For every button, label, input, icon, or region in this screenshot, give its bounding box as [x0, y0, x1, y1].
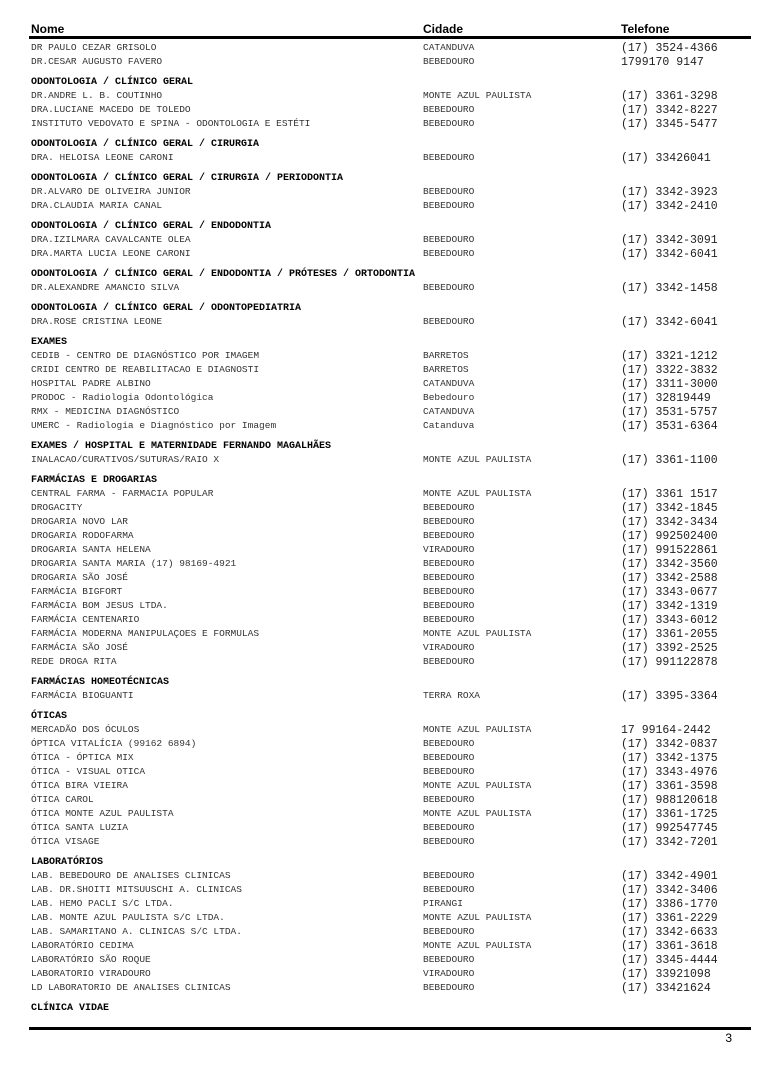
- table-row: [31, 807, 751, 821]
- section-heading: CLÍNICA VIDAE: [31, 1003, 110, 1014]
- section-heading: ODONTOLOGIA / CLÍNICO GERAL: [31, 77, 194, 88]
- entry-phone: (17) 3531-5757: [621, 406, 718, 419]
- entry-city: VIRADOURO: [423, 968, 475, 979]
- entry-city: MONTE AZUL PAULISTA: [423, 90, 532, 101]
- entry-name: ÓTICA - ÓPTICA MIX: [31, 752, 134, 763]
- column-header-city: Cidade: [423, 22, 464, 36]
- entry-city: BEBEDOURO: [423, 104, 475, 115]
- entry-phone: (17) 3361-3298: [621, 90, 718, 103]
- entry-phone: (17) 3361-1725: [621, 808, 718, 821]
- entry-city: BEBEDOURO: [423, 558, 475, 569]
- entry-city: BEBEDOURO: [423, 282, 475, 293]
- entry-phone: (17) 3342-4901: [621, 870, 718, 883]
- entry-phone: (17) 988120618: [621, 794, 718, 807]
- entry-phone: (17) 3321-1212: [621, 350, 718, 363]
- table-row: [31, 939, 751, 953]
- entry-city: BEBEDOURO: [423, 738, 475, 749]
- entry-city: BEBEDOURO: [423, 586, 475, 597]
- entry-name: CENTRAL FARMA - FARMACIA POPULAR: [31, 488, 214, 499]
- entry-phone: (17) 33921098: [621, 968, 711, 981]
- entry-city: BEBEDOURO: [423, 794, 475, 805]
- table-row: [31, 737, 751, 751]
- entry-name: DR.CESAR AUGUSTO FAVERO: [31, 56, 163, 67]
- table-row: [31, 501, 751, 515]
- entry-city: MONTE AZUL PAULISTA: [423, 488, 532, 499]
- table-row: [31, 723, 751, 737]
- entry-phone: (17) 33421624: [621, 982, 711, 995]
- entry-phone: (17) 3342-1458: [621, 282, 718, 295]
- entry-name: LAB. DR.SHOITI MITSUUSCHI A. CLINICAS: [31, 884, 242, 895]
- entry-name: ÓTICA VISAGE: [31, 836, 100, 847]
- table-row: [31, 641, 751, 655]
- entry-phone: (17) 3342-3434: [621, 516, 718, 529]
- entry-name: INSTITUTO VEDOVATO E SPINA - ODONTOLOGIA E ESTÉTI: [31, 118, 311, 129]
- table-row: [31, 199, 751, 213]
- table-row: [31, 233, 751, 247]
- table-row: [31, 377, 751, 391]
- entry-phone: (17) 3524-4366: [621, 42, 718, 55]
- entry-city: BEBEDOURO: [423, 600, 475, 611]
- table-row: [31, 185, 751, 199]
- entry-city: BEBEDOURO: [423, 186, 475, 197]
- entry-phone: (17) 3342-2410: [621, 200, 718, 213]
- entry-phone: (17) 3361-3618: [621, 940, 718, 953]
- entry-name: INALACAO/CURATIVOS/SUTURAS/RAIO X: [31, 454, 220, 465]
- entry-name: DR PAULO CEZAR GRISOLO: [31, 42, 157, 53]
- entry-name: LABORATORIO VIRADOURO: [31, 968, 151, 979]
- entry-name: FARMÁCIA BIOGUANTI: [31, 690, 134, 701]
- entry-city: MONTE AZUL PAULISTA: [423, 780, 532, 791]
- entry-phone: (17) 3361-3598: [621, 780, 718, 793]
- entry-phone: (17) 3342-3091: [621, 234, 718, 247]
- entry-phone: (17) 33426041: [621, 152, 711, 165]
- entry-phone: (17) 3342-0837: [621, 738, 718, 751]
- entry-phone: (17) 3342-3560: [621, 558, 718, 571]
- table-row: [31, 981, 751, 995]
- entry-city: TERRA ROXA: [423, 690, 481, 701]
- entry-phone: (17) 3395-3364: [621, 690, 718, 703]
- entry-name: PRODOC - Radiologia Odontológica: [31, 392, 214, 403]
- entry-city: BEBEDOURO: [423, 766, 475, 777]
- entry-city: BEBEDOURO: [423, 502, 475, 513]
- section-heading: FARMÁCIAS HOMEOTÉCNICAS: [31, 677, 170, 688]
- entry-phone: (17) 3343-0677: [621, 586, 718, 599]
- entry-city: CATANDUVA: [423, 406, 475, 417]
- entry-phone: (17) 3342-6041: [621, 316, 718, 329]
- entry-phone: (17) 3386-1770: [621, 898, 718, 911]
- entry-phone: (17) 3311-3000: [621, 378, 718, 391]
- entry-phone: (17) 32819449: [621, 392, 711, 405]
- table-row: [31, 405, 751, 419]
- table-row: [31, 821, 751, 835]
- entry-phone: (17) 3343-6012: [621, 614, 718, 627]
- table-row: [31, 655, 751, 669]
- table-row: [31, 911, 751, 925]
- page-number: 3: [725, 1031, 732, 1045]
- entry-name: HOSPITAL PADRE ALBINO: [31, 378, 151, 389]
- column-header-phone: Telefone: [621, 22, 670, 36]
- table-row: [31, 363, 751, 377]
- entry-name: DROGARIA RODOFARMA: [31, 530, 134, 541]
- entry-name: DRA.LUCIANE MACEDO DE TOLEDO: [31, 104, 191, 115]
- section-heading: ODONTOLOGIA / CLÍNICO GERAL / CIRURGIA: [31, 139, 260, 150]
- entry-name: LD LABORATORIO DE ANALISES CLINICAS: [31, 982, 231, 993]
- table-row: [31, 515, 751, 529]
- entry-phone: (17) 3392-2525: [621, 642, 718, 655]
- entry-name: DR.ALEXANDRE AMANCIO SILVA: [31, 282, 180, 293]
- entry-name: LABORATÓRIO CEDIMA: [31, 940, 134, 951]
- table-row: [31, 627, 751, 641]
- entry-name: ÓTICA MONTE AZUL PAULISTA: [31, 808, 174, 819]
- entry-name: UMERC - Radiologia e Diagnóstico por Imagem: [31, 420, 277, 431]
- entry-name: CEDIB - CENTRO DE DIAGNÓSTICO POR IMAGEM: [31, 350, 260, 361]
- entry-city: BEBEDOURO: [423, 56, 475, 67]
- entry-city: BEBEDOURO: [423, 822, 475, 833]
- entry-name: FARMÁCIA BOM JESUS LTDA.: [31, 600, 168, 611]
- table-row: [31, 765, 751, 779]
- footer-divider: [29, 1027, 751, 1030]
- entry-name: DRA.IZILMARA CAVALCANTE OLEA: [31, 234, 191, 245]
- entry-city: BEBEDOURO: [423, 200, 475, 211]
- table-row: [31, 453, 751, 467]
- entry-city: BEBEDOURO: [423, 248, 475, 259]
- entry-name: FARMÁCIA CENTENARIO: [31, 614, 140, 625]
- entry-city: PIRANGI: [423, 898, 463, 909]
- entry-phone: (17) 3345-4444: [621, 954, 718, 967]
- entry-city: BEBEDOURO: [423, 836, 475, 847]
- entry-city: BEBEDOURO: [423, 316, 475, 327]
- entry-name: FARMÁCIA BIGFORT: [31, 586, 123, 597]
- entry-name: DROGARIA NOVO LAR: [31, 516, 128, 527]
- entry-phone: (17) 3342-3923: [621, 186, 718, 199]
- section-heading: EXAMES / HOSPITAL E MATERNIDADE FERNANDO MAGALHÃES: [31, 441, 332, 452]
- entry-name: LAB. SAMARITANO A. CLINICAS S/C LTDA.: [31, 926, 242, 937]
- table-row: [31, 779, 751, 793]
- table-row: [31, 967, 751, 981]
- entry-name: ÓTICA BIRA VIEIRA: [31, 780, 128, 791]
- entry-name: DRA.MARTA LUCIA LEONE CARONI: [31, 248, 191, 259]
- table-row: [31, 151, 751, 165]
- section-heading: ODONTOLOGIA / CLÍNICO GERAL / ENDODONTIA / PRÓTESES / ORTODONTIA: [31, 269, 416, 280]
- entry-name: ÓTICA - VISUAL OTICA: [31, 766, 146, 777]
- table-row: [31, 571, 751, 585]
- entry-phone: (17) 3342-7201: [621, 836, 718, 849]
- entry-phone: (17) 3361-1100: [621, 454, 718, 467]
- entry-name: MERCADÃO DOS ÓCULOS: [31, 724, 140, 735]
- table-row: [31, 89, 751, 103]
- entry-name: DROGACITY: [31, 502, 83, 513]
- entry-phone: (17) 3531-6364: [621, 420, 718, 433]
- table-row: [31, 883, 751, 897]
- entry-name: RMX - MEDICINA DIAGNÓSTICO: [31, 406, 180, 417]
- entry-phone: (17) 991122878: [621, 656, 718, 669]
- table-row: [31, 869, 751, 883]
- entry-city: BEBEDOURO: [423, 656, 475, 667]
- entry-phone: (17) 3343-4976: [621, 766, 718, 779]
- table-row: [31, 897, 751, 911]
- table-row: [31, 349, 751, 363]
- entry-city: BEBEDOURO: [423, 516, 475, 527]
- table-row: [31, 793, 751, 807]
- entry-city: BEBEDOURO: [423, 870, 475, 881]
- entry-phone: (17) 3342-1845: [621, 502, 718, 515]
- table-row: [31, 751, 751, 765]
- entry-name: LAB. BEBEDOURO DE ANALISES CLINICAS: [31, 870, 231, 881]
- entry-city: Catanduva: [423, 420, 475, 431]
- entry-name: DRA.CLAUDIA MARIA CANAL: [31, 200, 163, 211]
- section-heading: LABORATÓRIOS: [31, 857, 104, 868]
- entry-phone: (17) 3342-8227: [621, 104, 718, 117]
- entry-name: REDE DROGA RITA: [31, 656, 117, 667]
- entry-phone: (17) 3361 1517: [621, 488, 718, 501]
- table-row: [31, 613, 751, 627]
- entry-phone: (17) 3361-2055: [621, 628, 718, 641]
- header-divider: [29, 36, 751, 39]
- section-heading: ODONTOLOGIA / CLÍNICO GERAL / CIRURGIA / PERIODONTIA: [31, 173, 344, 184]
- entry-phone: (17) 3342-6633: [621, 926, 718, 939]
- entry-city: MONTE AZUL PAULISTA: [423, 724, 532, 735]
- entry-name: ÓTICA SANTA LUZIA: [31, 822, 128, 833]
- entry-city: BARRETOS: [423, 350, 469, 361]
- entry-name: DR.ALVARO DE OLIVEIRA JUNIOR: [31, 186, 191, 197]
- entry-name: ÓPTICA VITALÍCIA (99162 6894): [31, 738, 197, 749]
- entry-city: BEBEDOURO: [423, 530, 475, 541]
- section-heading: EXAMES: [31, 337, 68, 348]
- entry-phone: (17) 3342-2588: [621, 572, 718, 585]
- table-row: [31, 585, 751, 599]
- column-header-name: Nome: [31, 22, 65, 36]
- entry-city: BEBEDOURO: [423, 926, 475, 937]
- section-heading: ODONTOLOGIA / CLÍNICO GERAL / ODONTOPEDIATRIA: [31, 303, 302, 314]
- entry-name: DRA. HELOISA LEONE CARONI: [31, 152, 174, 163]
- entry-city: MONTE AZUL PAULISTA: [423, 454, 532, 465]
- entry-name: DROGARIA SANTA MARIA (17) 98169-4921: [31, 558, 237, 569]
- entry-name: LABORATÓRIO SÃO ROQUE: [31, 954, 151, 965]
- entry-name: ÓTICA CAROL: [31, 794, 94, 805]
- entry-phone: (17) 991522861: [621, 544, 718, 557]
- entry-city: MONTE AZUL PAULISTA: [423, 912, 532, 923]
- entry-phone: (17) 3342-1375: [621, 752, 718, 765]
- entry-city: Bebedouro: [423, 392, 475, 403]
- entry-city: BEBEDOURO: [423, 572, 475, 583]
- entry-phone: (17) 3322-3832: [621, 364, 718, 377]
- entry-city: CATANDUVA: [423, 378, 475, 389]
- table-row: [31, 281, 751, 295]
- entry-name: LAB. MONTE AZUL PAULISTA S/C LTDA.: [31, 912, 225, 923]
- entry-phone: (17) 992502400: [621, 530, 718, 543]
- entry-name: DROGARIA SÃO JOSÉ: [31, 572, 128, 583]
- table-row: [31, 247, 751, 261]
- entry-phone: (17) 992547745: [621, 822, 718, 835]
- entry-city: BARRETOS: [423, 364, 469, 375]
- table-row: [31, 557, 751, 571]
- directory-list: [31, 41, 751, 1015]
- entry-phone: (17) 3342-3406: [621, 884, 718, 897]
- entry-phone: 17 99164-2442: [621, 724, 711, 737]
- entry-city: BEBEDOURO: [423, 118, 475, 129]
- table-row: [31, 391, 751, 405]
- entry-city: VIRADOURO: [423, 642, 475, 653]
- table-row: [31, 419, 751, 433]
- entry-city: VIRADOURO: [423, 544, 475, 555]
- entry-city: BEBEDOURO: [423, 152, 475, 163]
- entry-name: CRIDI CENTRO DE REABILITACAO E DIAGNOSTI: [31, 364, 260, 375]
- table-row: [31, 103, 751, 117]
- table-row: [31, 117, 751, 131]
- entry-name: DR.ANDRE L. B. COUTINHO: [31, 90, 163, 101]
- section-heading: ÓTICAS: [31, 711, 68, 722]
- entry-city: BEBEDOURO: [423, 234, 475, 245]
- entry-city: MONTE AZUL PAULISTA: [423, 940, 532, 951]
- entry-name: DRA.ROSE CRISTINA LEONE: [31, 316, 163, 327]
- entry-city: BEBEDOURO: [423, 884, 475, 895]
- entry-city: BEBEDOURO: [423, 982, 475, 993]
- entry-name: FARMÁCIA MODERNA MANIPULAÇOES E FORMULAS: [31, 628, 260, 639]
- table-row: [31, 487, 751, 501]
- entry-name: DROGARIA SANTA HELENA: [31, 544, 151, 555]
- entry-city: MONTE AZUL PAULISTA: [423, 628, 532, 639]
- entry-phone: (17) 3342-6041: [621, 248, 718, 261]
- table-row: [31, 835, 751, 849]
- section-heading: ODONTOLOGIA / CLÍNICO GERAL / ENDODONTIA: [31, 221, 272, 232]
- table-row: [31, 543, 751, 557]
- table-row: [31, 953, 751, 967]
- entry-name: LAB. HEMO PACLI S/C LTDA.: [31, 898, 174, 909]
- section-heading: FARMÁCIAS E DROGARIAS: [31, 475, 158, 486]
- entry-phone: 1799170 9147: [621, 56, 704, 69]
- table-row: [31, 315, 751, 329]
- entry-phone: (17) 3342-1319: [621, 600, 718, 613]
- table-row: [31, 41, 751, 55]
- entry-city: BEBEDOURO: [423, 954, 475, 965]
- entry-city: BEBEDOURO: [423, 752, 475, 763]
- entry-phone: (17) 3361-2229: [621, 912, 718, 925]
- table-row: [31, 55, 751, 69]
- entry-phone: (17) 3345-5477: [621, 118, 718, 131]
- entry-city: BEBEDOURO: [423, 614, 475, 625]
- entry-name: FARMÁCIA SÃO JOSÉ: [31, 642, 128, 653]
- table-row: [31, 689, 751, 703]
- table-row: [31, 529, 751, 543]
- entry-city: MONTE AZUL PAULISTA: [423, 808, 532, 819]
- table-row: [31, 599, 751, 613]
- entry-city: CATANDUVA: [423, 42, 475, 53]
- table-row: [31, 925, 751, 939]
